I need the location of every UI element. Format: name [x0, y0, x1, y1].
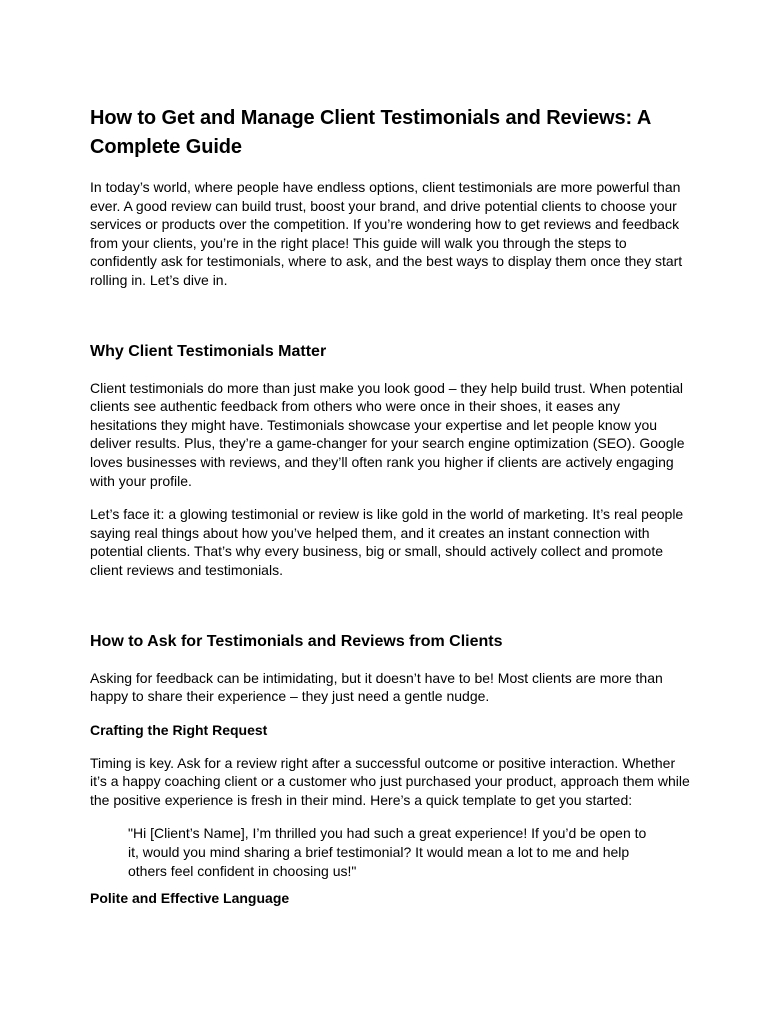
document-page — [90, 104, 690, 922]
section-heading-why-testimonials: Why Client Testimonials Matter — [90, 342, 327, 360]
subheading-polite-language: Polite and Effective Language — [90, 890, 290, 907]
section-heading-how-to-ask: How to Ask for Testimonials and Reviews from Clients — [90, 632, 503, 650]
intro-paragraph: In today’s world, where people have endless options, client testimonials are more powerful than ever. A good review can build trust, boost your brand, and drive potential clients to choose your services or products over the competition. If you’re wondering how to get reviews and feedback from your clients, you’re in the right place! This guide will walk you through the steps to confidently ask for testimonials, where to ask, and the best ways to display them once they start rolling in. Let’s dive in. — [90, 179, 683, 288]
template-quote: "Hi [Client’s Name], I’m thrilled you had such a great experience! If you’d be open to it, would you mind sharing a brief testimonial? It would mean a lot to me and help others feel confident in choosing us!" — [128, 825, 647, 879]
subheading-crafting-request: Crafting the Right Request — [90, 721, 268, 738]
section2-paragraph-1: Asking for feedback can be intimidating, but it doesn’t have to be! Most clients are more than happy to share their experience – they just need a gentle nudge. — [90, 669, 663, 705]
section1-paragraph-2: Let’s face it: a glowing testimonial or review is like gold in the world of marketing. It’s real people saying real things about how you’ve helped them, and it creates an instant connection with potential clients. That’s why every business, big or small, should actively collect and promote client reviews and testimonials. — [90, 506, 684, 578]
section2-paragraph-2: Timing is key. Ask for a review right after a successful outcome or positive interaction. Whether it’s a happy coaching client or a customer who just purchased your product, approach them while the positive experience is fresh in their mind. Here’s a quick template to get you started: — [90, 754, 690, 808]
document-title: How to Get and Manage Client Testimonials and Reviews: A Complete Guide — [90, 107, 651, 158]
section1-paragraph-1: Client testimonials do more than just make you look good – they help build trust. When potential clients see authentic feedback from others who were once in their shoes, it eases any hesitations they might have. Testimonials showcase your expertise and let people know you deliver results. Plus, they’re a game-changer for your search engine optimization (SEO). Google loves businesses with reviews, and they’ll often rank you higher if clients are actively engaging with your profile. — [90, 379, 685, 489]
